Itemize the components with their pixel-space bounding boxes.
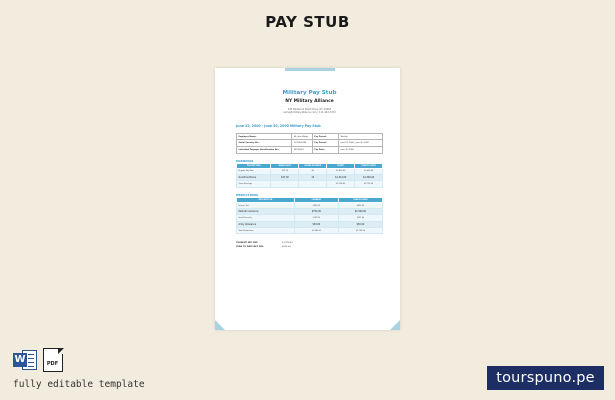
deductions-cell: $1,385.00 <box>294 228 338 234</box>
earnings-table <box>236 163 383 188</box>
deductions-cell: $132.00 <box>294 215 338 221</box>
total-value: $615.00 <box>282 246 291 249</box>
earnings-header-cell: CREDIT <box>327 163 355 168</box>
deductions-cell: $453.00 <box>338 202 382 208</box>
earnings-cell: $1,450.00 <box>327 168 355 174</box>
deductions-cell: $1,500.00 <box>338 209 382 215</box>
net-pay-totals <box>236 241 383 249</box>
info-label: Pay Period: <box>312 133 338 140</box>
info-row <box>237 147 383 154</box>
info-value: 123-45-6789 <box>292 140 312 147</box>
info-label: Pay Date: <box>312 147 338 154</box>
info-label: Individual Taxpayer Identification No.: <box>237 147 292 154</box>
pdf-fold <box>58 348 64 354</box>
info-value: Mr. John Wright <box>292 133 312 140</box>
earnings-cell: Overtime Bonus <box>237 175 271 181</box>
total-label: CURRENT NET PAY: <box>236 242 258 245</box>
company-address: 245 Redwood Road Drive, NY 10965 <box>287 108 332 111</box>
earnings-cell: Regular Pay Rate <box>237 168 271 174</box>
info-row <box>237 140 383 147</box>
document-content <box>236 90 383 249</box>
document-top-accent <box>285 68 335 71</box>
document-title: Military Pay Stub <box>282 90 337 96</box>
info-row <box>237 133 383 140</box>
info-label: Pay Period: <box>312 140 338 147</box>
table-row <box>237 228 383 234</box>
earnings-header-cell: HOURS WORKED <box>299 163 327 168</box>
pay-stub-document-preview[interactable] <box>215 68 400 330</box>
deductions-cell: $2,135.00 <box>338 228 382 234</box>
deductions-cell: $453.00 <box>294 202 338 208</box>
info-value: June 22, 2000 - June 30, 2000 <box>339 140 383 147</box>
earnings-cell: $1,450.00 <box>355 168 383 174</box>
earnings-header-cell: WAGE/SHIFT <box>271 163 299 168</box>
earnings-cell: 40 <box>299 168 327 174</box>
deductions-cell: Total Deductions <box>237 228 295 234</box>
earnings-header-cell: YEAR-TO-DATE <box>355 163 383 168</box>
word-letter: W <box>14 354 26 365</box>
deductions-cell: Income Tax <box>237 202 295 208</box>
deductions-header-cell: DESCRIPTION <box>237 197 295 202</box>
deductions-cell: Social Security <box>237 215 295 221</box>
deductions-cell: $50.00 <box>294 221 338 227</box>
earnings-header-cell: DESCRIPTION <box>237 163 271 168</box>
earnings-cell: 15 <box>299 175 327 181</box>
format-icons <box>13 349 63 372</box>
info-value: Weekly <box>339 133 383 140</box>
earnings-cell: $2,750.00 <box>355 181 383 187</box>
earnings-cell <box>299 181 327 187</box>
company-name: NY Military Alliance <box>285 99 334 104</box>
earnings-cell: $27.00 <box>271 175 299 181</box>
deductions-header-cell: YEAR-TO-DATE <box>338 197 382 202</box>
earnings-cell: $17.50 <box>271 168 299 174</box>
earnings-cell: Gross Earnings <box>237 181 271 187</box>
deductions-cell: $50.00 <box>338 221 382 227</box>
deductions-header-cell: CURRENT <box>294 197 338 202</box>
earnings-cell: $1,300.00 <box>355 175 383 181</box>
info-value: June 30, 2000 <box>339 147 383 154</box>
employee-info-table <box>236 133 383 154</box>
document-corner-right <box>390 320 400 330</box>
earnings-cell: $1,314.00 <box>327 175 355 181</box>
company-contact: name@militaryalliance.com | 111-444-7272 <box>283 111 336 115</box>
deductions-table <box>236 197 383 235</box>
deductions-cell: Medical Insurance <box>237 209 295 215</box>
page-title: PAY STUB <box>265 13 350 31</box>
earnings-title: EARNINGS <box>236 158 254 163</box>
info-label: Social Security No.: <box>237 140 292 147</box>
earnings-cell <box>271 181 299 187</box>
deductions-cell: $132.00 <box>338 215 382 221</box>
info-value: 987-654-3 <box>292 147 312 154</box>
brand-logo[interactable]: tourspuno.pe <box>487 366 604 390</box>
word-icon[interactable] <box>13 349 37 371</box>
info-label: Employee Name: <box>237 133 292 140</box>
deductions-title: DEDUCTIONS <box>236 192 259 197</box>
total-value: $1,379.00 <box>282 242 293 245</box>
editable-template-caption: fully editable template <box>13 379 145 390</box>
pay-period-heading: June 22, 2000 - June 30, 2000 Military Pay Stub <box>236 123 321 128</box>
deductions-cell: $750.00 <box>294 209 338 215</box>
deductions-cell: Army Allowance <box>237 221 295 227</box>
total-label: YEAR TO DATE NET PAY: <box>236 246 264 249</box>
ytd-net-pay-row <box>236 245 383 249</box>
document-corner-left <box>215 320 225 330</box>
pdf-label: PDF <box>46 361 59 367</box>
table-row <box>237 181 383 187</box>
earnings-cell: $2,764.00 <box>327 181 355 187</box>
pdf-icon[interactable] <box>43 348 63 372</box>
